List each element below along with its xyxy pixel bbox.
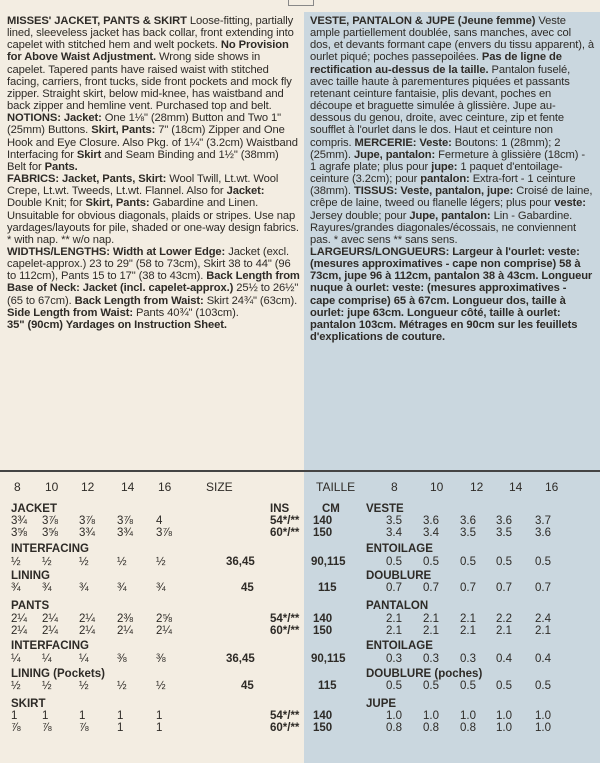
fabrics-label: FABRICS: Jacket, Pants, Skirt:	[7, 173, 167, 186]
yardage-value: ¼	[11, 653, 21, 665]
yardage-value: 2¼	[42, 613, 58, 625]
metric-value: 0.5	[460, 556, 476, 568]
yardage-value: 2¼	[156, 625, 172, 637]
section-label-fr: DOUBLURE	[366, 570, 432, 582]
metric-value: 2.1	[535, 625, 551, 637]
yardage-value: 4	[156, 515, 163, 527]
metric-value: 3.4	[386, 527, 402, 539]
yardage-value: 3⅝	[42, 527, 58, 539]
metric-value: 3.5	[386, 515, 402, 527]
yardage-value: ½	[42, 556, 52, 568]
desc-text: Loose-fitting, partially lined, sleeveless jacket has back collar, front extending into capelet with stitched hem and welt pockets.	[7, 15, 294, 52]
size-header: 10	[45, 480, 59, 494]
largeurs-label: Longueur dos, taille à ourlet:	[310, 294, 566, 319]
metric-value: 0.7	[496, 582, 512, 594]
widths-label: Side Length from Waist:	[7, 306, 133, 319]
metric-value: 3.6	[460, 515, 476, 527]
metric-value: 0.5	[535, 680, 551, 692]
taille-header: 14	[509, 480, 523, 494]
yardage-value: ⅞	[79, 722, 89, 734]
yardage-row	[0, 582, 600, 595]
tissus-label: TISSUS: Veste, pantalon, jupe:	[350, 185, 514, 198]
metric-value: 0.5	[386, 556, 402, 568]
fabrics-text: Double Knit; for	[7, 197, 83, 210]
metric-value: 1.0	[460, 710, 476, 722]
fabric-width-cm: 90,115	[311, 556, 346, 568]
metric-value: 2.1	[460, 625, 476, 637]
tissus-text: Croisé de laine, crêpe de laine, tweed ou flanelle légers; plus pour	[310, 185, 593, 210]
tissus-label: veste:	[551, 197, 586, 210]
notions-label: NOTIONS: Jacket:	[7, 112, 102, 125]
fabric-width-ins: 60*/**	[270, 625, 300, 637]
taille-header: 16	[545, 480, 559, 494]
taille-header: 8	[391, 480, 398, 494]
yardage-value: 3¾	[117, 527, 133, 539]
yardage-table	[0, 472, 600, 763]
metric-value: 0.8	[423, 722, 439, 734]
yardage-row	[0, 722, 600, 735]
metric-value: 2.1	[386, 625, 402, 637]
fabric-width-ins: 54*/**	[270, 515, 300, 527]
yardage-row	[0, 625, 600, 638]
top-notch	[288, 0, 314, 6]
metric-value: 0.5	[386, 680, 402, 692]
yardage-value: 1	[117, 722, 124, 734]
metric-value: 3.6	[423, 515, 439, 527]
yardages-note: 35" (90cm) Yardages on Instruction Sheet.	[7, 318, 227, 331]
notions-text: 7" (18cm) Zipper and One Hook and Eye Closure. Also Pkg. of 1¼" (3.2cm) Waistband Interfacing for	[7, 124, 298, 161]
metric-value: 0.8	[460, 722, 476, 734]
notions-label: Skirt, Pants:	[88, 124, 156, 137]
yardage-value: 3⅞	[79, 515, 95, 527]
yardage-value: ¾	[117, 582, 127, 594]
metric-value: 1.0	[386, 710, 402, 722]
notions-label: Skirt	[73, 148, 102, 161]
notions-label: Pants.	[41, 160, 78, 173]
mercerie-label: Jupe, pantalon:	[350, 148, 436, 161]
french-description	[304, 12, 600, 470]
fabric-width-ins: 60*/**	[270, 722, 300, 734]
metric-value: 1.0	[535, 710, 551, 722]
yardage-value: 2¼	[42, 625, 58, 637]
section-label-fr: ENTOILAGE	[366, 640, 433, 652]
metric-value: 1.0	[535, 722, 551, 734]
largeurs-label: LARGEURS/LONGUEURS: Largeur à l'ourlet: veste: (mesures approximatives - cape non comprise)	[310, 245, 580, 271]
taille-header: 10	[430, 480, 444, 494]
taille-header: 12	[470, 480, 484, 494]
section-label-row	[0, 600, 600, 613]
metric-value: 2.1	[423, 613, 439, 625]
size-header: 8	[14, 480, 21, 494]
yardage-value: ½	[156, 556, 166, 568]
waist-adjustment-note: No Provision for Above Waist Adjustment.	[7, 39, 289, 64]
yardage-value: ¾	[11, 582, 21, 594]
fabric-width-ins: 45	[241, 680, 254, 692]
yardage-value: 3⅞	[117, 515, 133, 527]
fabric-width-cm: 90,115	[311, 653, 346, 665]
yardage-value: 3⅞	[42, 515, 58, 527]
fabric-width-cm: 150	[313, 527, 333, 539]
size-header: 16	[158, 480, 172, 494]
yardage-value: 3⅝	[11, 527, 27, 539]
section-label-fr: DOUBLURE (poches)	[366, 668, 483, 680]
metric-value: 0.3	[386, 653, 402, 665]
section-label-fr: ENTOILAGE	[366, 543, 433, 555]
english-paragraph	[7, 15, 300, 112]
yardage-value: 2¼	[11, 613, 27, 625]
yardage-value: 1	[156, 722, 163, 734]
mercerie-label: pantalon:	[417, 173, 470, 186]
metric-value: 0.7	[423, 582, 439, 594]
notions-text: and Seam Binding and 1½" (38mm) Belt for	[7, 148, 279, 173]
metric-value: 3.7	[535, 515, 551, 527]
yardage-value: ½	[117, 680, 127, 692]
metric-value: 2.1	[496, 625, 512, 637]
section-label-row	[0, 640, 600, 653]
yardage-value: 3¾	[79, 527, 95, 539]
metric-value: 0.4	[535, 653, 551, 665]
size-label: SIZE	[206, 480, 233, 494]
widths-label: Back Length from Waist:	[71, 294, 204, 307]
mercerie-text: Fermeture à glissière (18cm) - 1 agrafe plate; plus pour	[310, 148, 585, 173]
widths-text: Jacket (excl. capelet-approx.) 23 to 29" (58 to 73cm), Skirt 38 to 44" (96 to 112cm), Pants 15 to 17" (38 to 43cm).	[7, 245, 291, 283]
metric-value: 0.5	[496, 556, 512, 568]
yardage-value: ⅜	[156, 653, 166, 665]
widths-text: Skirt 24¾" (63cm).	[203, 294, 298, 307]
fabric-width-cm: 115	[318, 582, 337, 594]
fabric-width-cm: 115	[318, 680, 337, 692]
fabrics-section	[7, 173, 300, 246]
unit-cm-label: CM	[322, 503, 340, 515]
metric-value: 0.7	[535, 582, 551, 594]
largeurs-label: Longueur côté, taille à ourlet:	[403, 306, 561, 319]
fabric-width-cm: 140	[313, 613, 333, 625]
yardage-value: ½	[79, 680, 89, 692]
metric-value: 3.4	[423, 527, 439, 539]
yardage-value: ½	[79, 556, 89, 568]
yardage-value: 3⅞	[156, 527, 172, 539]
fabric-width-cm: 150	[313, 722, 333, 734]
yardage-value: ¾	[79, 582, 89, 594]
section-label-en: INTERFACING	[11, 640, 89, 652]
section-label-en: JACKET	[11, 503, 58, 515]
metric-value: 0.7	[460, 582, 476, 594]
notions-section	[7, 112, 300, 173]
metric-value: 2.1	[460, 613, 476, 625]
yardage-value: ¾	[42, 582, 52, 594]
metric-value: 2.1	[386, 613, 402, 625]
yardage-value: ½	[156, 680, 166, 692]
yardage-value: 2¼	[79, 613, 95, 625]
fabric-width-cm: 150	[313, 625, 333, 637]
size-header: 12	[81, 480, 95, 494]
size-header: 14	[121, 480, 135, 494]
french-paragraph	[310, 15, 594, 343]
fabric-width-ins: 54*/**	[270, 613, 300, 625]
fabric-width-ins: 54*/**	[270, 710, 300, 722]
yardage-value: 1	[156, 710, 163, 722]
mercerie-text: Boutons: 1 (28mm); 2 (25mm).	[310, 136, 561, 161]
largeurs-text: 58 à 73cm, jupe 96 à 112cm, pantalon 38 à 43cm.	[310, 258, 581, 283]
fabrics-text: Wool Twill, Lt.wt. Wool Crepe, Lt.wt. Tweeds, Lt.wt. Flannel. Also for	[7, 173, 279, 198]
section-label-en: SKIRT	[11, 698, 46, 710]
fabric-width-cm: 140	[313, 515, 333, 527]
metric-value: 3.6	[535, 527, 551, 539]
metric-value: 0.5	[423, 680, 439, 692]
metric-value: 0.3	[460, 653, 476, 665]
desc-text: Wrong side shows in capelet. Tapered pants have raised waist with stitched facing, carriers, front tucks, side front pockets and mock fly zipper. Straight skirt, below mid-knee, has waistband and back zipper and hemline vent. Purchased top and belt.	[7, 51, 292, 113]
fabric-width-ins: 45	[241, 582, 254, 594]
table-header-row	[0, 481, 600, 494]
yardage-value: 1	[117, 710, 124, 722]
largeurs-text: pantalon 103cm.	[310, 318, 397, 331]
waist-adjustment-note: Pas de ligne de rectification au-dessus de la taille.	[310, 51, 562, 76]
yardage-row	[0, 653, 600, 666]
widths-label: Back Length from Base of Neck: Jacket (incl. capelet-approx.)	[7, 270, 300, 295]
metric-value: 0.4	[496, 653, 512, 665]
yardage-value: ¼	[42, 653, 52, 665]
metric-value: 0.8	[386, 722, 402, 734]
yardage-row	[0, 556, 600, 569]
yardage-value: 2⅜	[117, 613, 133, 625]
metric-value: 0.3	[423, 653, 439, 665]
yardage-value: 2¼	[79, 625, 95, 637]
yardage-row	[0, 527, 600, 540]
metric-value: 1.0	[423, 710, 439, 722]
english-title: MISSES' JACKET, PANTS & SKIRT	[7, 15, 187, 27]
fabric-width-ins: 36,45	[226, 556, 255, 568]
section-label-en: LINING	[11, 570, 50, 582]
widths-section	[7, 246, 300, 319]
yardage-value: ⅞	[42, 722, 52, 734]
fabric-width-cm: 140	[313, 710, 333, 722]
fabric-width-ins: 60*/**	[270, 527, 300, 539]
metric-value: 1.0	[496, 722, 512, 734]
section-label-fr: PANTALON	[366, 600, 429, 612]
fabrics-label: Jacket:	[223, 185, 265, 198]
metric-value: 2.1	[423, 625, 439, 637]
yardage-value: 1	[11, 710, 18, 722]
yardage-value: ⅜	[117, 653, 127, 665]
desc-text: Veste ample partiellement doublée, sans manches, avec col dos, et devants formant cape (envers du tissu apparent), à ourlet piqué; poches passepoilées.	[310, 15, 594, 64]
metric-value: 0.7	[386, 582, 402, 594]
yardage-value: ½	[42, 680, 52, 692]
fabrics-label: Skirt, Pants:	[82, 197, 150, 210]
largeurs-text: 65 à 67cm.	[390, 294, 450, 307]
unit-ins-label: INS	[270, 503, 290, 515]
section-label-en: INTERFACING	[11, 543, 89, 555]
fabrics-text: Gabardine and Linen. Unsuitable for obvious diagonals, plaids or stripes. Use nap yardages/layouts for pile, shaded or one-way design fabrics. * with nap. ** w/o nap.	[7, 197, 299, 246]
metric-value: 3.5	[496, 527, 512, 539]
metric-value: 2.2	[496, 613, 512, 625]
mercerie-label: MERCERIE: Veste:	[351, 136, 452, 149]
yardage-value: ¾	[156, 582, 166, 594]
section-label-fr: VESTE	[366, 503, 404, 515]
tissus-text: Lin - Gabardine. Rayures/grandes diagonales/écossais, ne conviennent pas. * avec sens ** sans sens.	[310, 209, 577, 246]
metric-value: 1.0	[496, 710, 512, 722]
largeurs-text: jupe 63cm.	[344, 306, 404, 319]
mercerie-text: Extra-fort - 1 ceinture (38mm).	[310, 173, 576, 198]
metric-value: 2.4	[535, 613, 551, 625]
widths-label: WIDTHS/LENGTHS: Width at Lower Edge:	[7, 245, 226, 258]
yardage-value: 1	[79, 710, 86, 722]
yardage-value: 3¾	[11, 515, 27, 527]
mercerie-text: 1 paquet d'entoilage-ceinture (3.2cm); pour	[310, 160, 563, 186]
section-label-en: PANTS	[11, 600, 50, 612]
metric-value: 0.5	[460, 680, 476, 692]
taille-label: TAILLE	[316, 480, 356, 494]
yardage-value: 2⅝	[156, 613, 172, 625]
section-label-fr: JUPE	[366, 698, 397, 710]
yardage-value: ½	[117, 556, 127, 568]
yardage-value: 1	[42, 710, 49, 722]
metric-value: 0.5	[423, 556, 439, 568]
mercerie-label: jupe:	[428, 160, 458, 173]
fabric-width-ins: 36,45	[226, 653, 255, 665]
metric-value: 0.5	[496, 680, 512, 692]
section-label-row	[0, 543, 600, 556]
largeurs-label: Longueur nuque à ourlet: veste: (mesures approximatives - cape comprise)	[310, 270, 593, 307]
widths-text: Pants 40¾" (103cm).	[132, 306, 239, 319]
yardage-value: 2¼	[11, 625, 27, 637]
tissus-label: Jupe, pantalon:	[406, 209, 491, 222]
yardage-value: ½	[11, 556, 21, 568]
yardage-value: 2¼	[117, 625, 133, 637]
yardage-row	[0, 680, 600, 693]
yardage-value: ½	[11, 680, 21, 692]
yardage-value: ¼	[79, 653, 89, 665]
section-label-en: LINING (Pockets)	[11, 668, 105, 680]
notions-text: One 1⅛" (28mm) Button and Two 1" (25mm) Buttons.	[7, 112, 281, 137]
widths-text: 25½ to 26½" (65 to 67cm).	[7, 282, 299, 307]
desc-text: Pantalon fuselé, avec taille haute à parementures piquées et passants retenant ceinture fantaisie, plis devant, poches en découpe et braguette simulée à glissière. Jupe au-dessous du genou, droite, avec ceinture, zip et fente soufflet à l'ourlet dans le dos. Haut et ceinture non compris.	[310, 63, 571, 149]
tissus-text: Jersey double; pour	[310, 209, 407, 222]
metric-value: 3.6	[496, 515, 512, 527]
metric-value: 0.5	[535, 556, 551, 568]
english-description	[0, 12, 304, 470]
metric-value: 3.5	[460, 527, 476, 539]
french-title: VESTE, PANTALON & JUPE (Jeune femme)	[310, 15, 536, 27]
yardage-value: ⅞	[11, 722, 21, 734]
metrages-note: Métrages en 90cm sur les feuillets d'explications de couture.	[310, 318, 578, 344]
